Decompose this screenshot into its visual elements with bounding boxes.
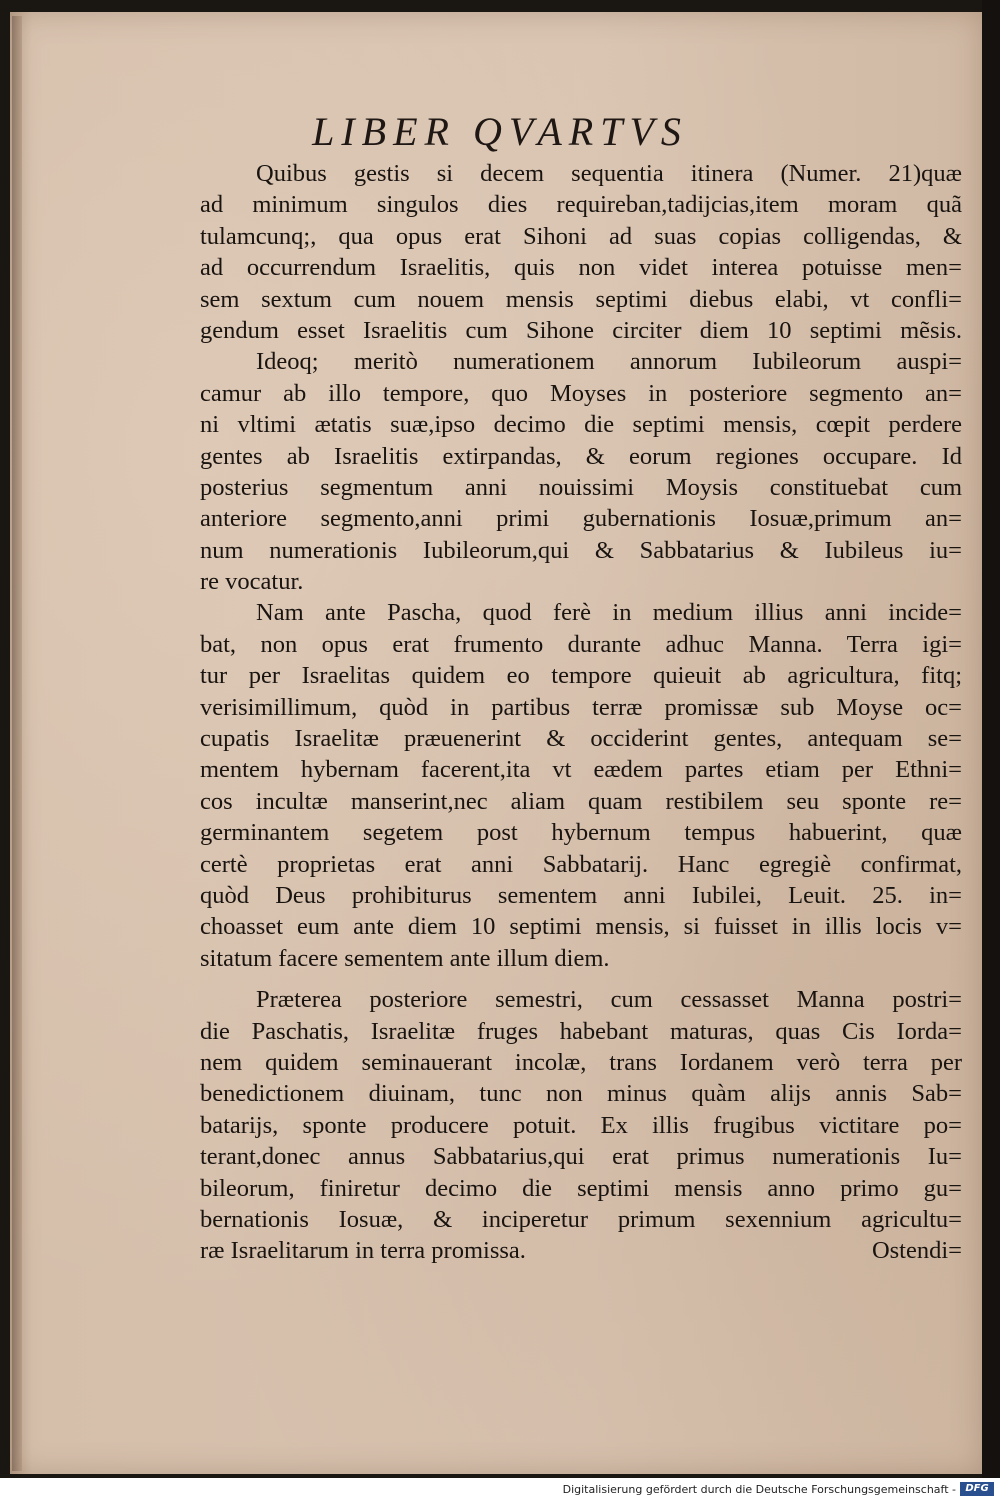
text-line: num numerationis Iubileorum,qui & Sabbatarius & Iubileus iu= bbox=[200, 536, 962, 564]
text-line: verisimillimum, quòd in partibus terræ promissæ sub Moyse oc= bbox=[200, 693, 962, 721]
text-line: posterius segmentum anni nouissimi Moysis constituebat cum bbox=[200, 473, 962, 501]
text-line: sitatum facere sementem ante illum diem. bbox=[200, 944, 610, 972]
text-line: ad occurrendum Israelitis, quis non videt interea potuisse men= bbox=[200, 254, 962, 282]
text-line: bernationis Iosuæ, & inciperetur primum sexennium agricultu= bbox=[200, 1205, 962, 1233]
text-line: die Paschatis, Israelitæ fruges habebant maturas, quas Cis Iorda= bbox=[200, 1017, 962, 1045]
text-line: gentes ab Israelitis extirpandas, & eorum regiones occupare. Id bbox=[200, 442, 962, 470]
last-line-row bbox=[200, 1235, 962, 1266]
text-line: bat, non opus erat frumento durante adhuc Manna. Terra igi= bbox=[200, 630, 962, 658]
text-line: gendum esset Israelitis cum Sihone circiter diem 10 septimi mẽsis. bbox=[200, 316, 962, 344]
text-line: germinantem segetem post hybernum tempus habuerint, quæ bbox=[200, 819, 962, 847]
text-line: anteriore segmento,anni primi gubernationis Iosuæ,primum an= bbox=[200, 505, 962, 533]
text-line: Nam ante Pascha, quod ferè in medium illius anni incide= bbox=[256, 599, 962, 627]
text-line: tulamcunq;, qua opus erat Sihoni ad suas copias colligendas, & bbox=[200, 222, 962, 250]
text-line: terant,donec annus Sabbatarius,qui erat primus numerationis Iu= bbox=[200, 1143, 962, 1171]
text-line: benedictionem diuinam, tunc non minus quàm alijs annis Sab= bbox=[200, 1080, 962, 1108]
dfg-logo-icon: DFG bbox=[960, 1482, 994, 1496]
running-head: LIBER QVARTVS bbox=[312, 109, 688, 154]
catchword: Ostendi= bbox=[871, 1237, 962, 1265]
text-line: choasset eum ante diem 10 septimi mensis, si fuisset in illis locis v= bbox=[200, 913, 962, 941]
text-line: batarijs, sponte producere potuit. Ex illis frugibus victitare po= bbox=[200, 1111, 962, 1139]
scan-right-border bbox=[982, 0, 1000, 1478]
text-line: ræ Israelitarum in terra promissa. bbox=[200, 1237, 526, 1265]
text-line: quòd Deus prohibiturus sementem anni Iubilei, Leuit. 25. in= bbox=[200, 881, 962, 909]
text-line: camur ab illo tempore, quo Moyses in posteriore segmento an= bbox=[200, 379, 962, 407]
text-line: Præterea posteriore semestri, cum cessasset Manna postri= bbox=[256, 986, 962, 1014]
paragraph-gap bbox=[200, 974, 962, 984]
text-line: nem quidem seminauerant incolæ, trans Iordanem verò terra per bbox=[200, 1048, 962, 1076]
text-line: Ideoq; meritò numerationem annorum Iubileorum auspi= bbox=[256, 348, 962, 376]
text-line: bileorum, finiretur decimo die septimi mensis anno primo gu= bbox=[200, 1174, 962, 1202]
text-line: tur per Israelitas quidem eo tempore quieuit ab agricultura, fitq; bbox=[200, 662, 962, 690]
text-line: mentem hybernam facerent,ita vt eædem partes etiam per Ethni= bbox=[200, 756, 962, 784]
text-line: ad minimum singulos dies requireban,tadijcias,item moram quã bbox=[200, 191, 962, 219]
text-line: certè proprietas erat anni Sabbatarij. Hanc egregiè confirmat, bbox=[200, 850, 962, 878]
text-line: ni vltimi ætatis suæ,ipso decimo die septimi mensis, cœpit perdere bbox=[200, 411, 962, 439]
text-line: Quibus gestis si decem sequentia itinera (Numer. 21)quæ bbox=[256, 160, 962, 187]
text-line: cupatis Israelitæ præuenerint & occiderint gentes, antequam se= bbox=[200, 725, 962, 753]
body-text bbox=[200, 158, 962, 1267]
text-line: re vocatur. bbox=[200, 568, 304, 596]
text-line: cos incultæ manserint,nec aliam quam restibilem seu sponte re= bbox=[200, 787, 962, 815]
footer-bar bbox=[0, 1478, 1000, 1501]
funding-notice: Digitalisierung gefördert durch die Deutsche Forschungsgemeinschaft - bbox=[562, 1483, 956, 1496]
text-line: sem sextum cum nouem mensis septimi diebus elabi, vt confli= bbox=[200, 285, 962, 313]
page-gutter-edge bbox=[12, 16, 22, 1471]
